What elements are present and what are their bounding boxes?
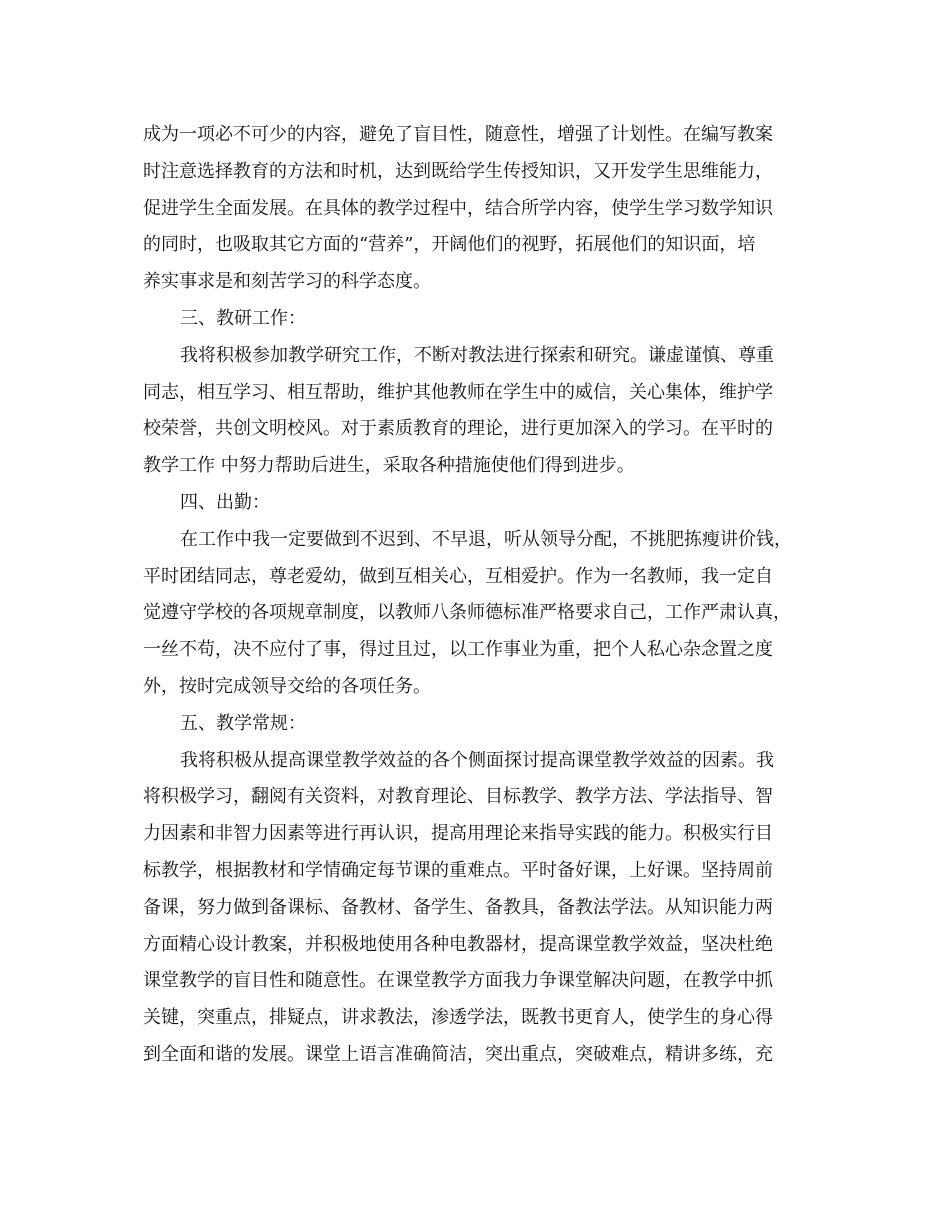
- paragraph-start-line: 在工作中我一定要做到不迟到、不早退，听从领导分配，不挑肥拣瘦讲价钱，: [180, 528, 792, 550]
- text-line: 校荣誉，共创文明校风。对于素质教育的理论，进行更加深入的学习。在平时的: [143, 418, 773, 440]
- text-line: 将积极学习，翻阅有关资料，对教育理论、目标教学、教学方法、学法指导、智: [143, 786, 773, 808]
- text-line: 觉遵守学校的各项规章制度，以教师八条师德标准严格要求自己，工作严肃认真，: [143, 602, 791, 624]
- document-body: [143, 117, 803, 1074]
- text-line: 的同时，也吸取其它方面的“营养”，开阔他们的视野，拓展他们的知识面，培: [143, 234, 756, 256]
- text-line: 外，按时完成领导交给的各项任务。: [143, 675, 431, 697]
- paragraph-start-line: 我将积极参加教学研究工作，不断对教法进行探索和研究。谦虚谨慎、尊重: [180, 344, 774, 366]
- text-line: 时注意选择教育的方法和时机，达到既给学生传授知识，又开发学生思维能力，: [143, 160, 773, 182]
- text-line: 备课，努力做到备课标、备教材、备学生、备教具，备教法学法。从知识能力两: [143, 896, 773, 918]
- paragraph-start-line: 我将积极从提高课堂教学效益的各个侧面探讨提高课堂教学效益的因素。我: [180, 749, 774, 771]
- text-line: 一丝不苟，决不应付了事，得过且过，以工作事业为重，把个人私心杂念置之度: [143, 639, 773, 661]
- text-line: 平时团结同志，尊老爱幼，做到互相关心，互相爱护。作为一名教师，我一定自: [143, 565, 773, 587]
- paragraph-start-line: 三、教研工作：: [180, 307, 306, 329]
- text-line: 关键，突重点，排疑点，讲求教法，渗透学法，既教书更育人，使学生的身心得: [143, 1007, 773, 1029]
- text-line: 到全面和谐的发展。课堂上语言准确简洁，突出重点，突破难点，精讲多练，充: [143, 1043, 773, 1065]
- paragraph-start-line: 四、出勤：: [180, 491, 270, 513]
- text-line: 方面精心设计教案，并积极地使用各种电教器材，提高课堂教学效益，坚决杜绝: [143, 933, 773, 955]
- text-line: 养实事求是和刻苦学习的科学态度。: [143, 271, 431, 293]
- text-line: 课堂教学的盲目性和随意性。在课堂教学方面我力争课堂解决问题，在教学中抓: [143, 970, 773, 992]
- text-line: 力因素和非智力因素等进行再认识，提高用理论来指导实践的能力。积极实行目: [143, 823, 773, 845]
- text-line: 促进学生全面发展。在具体的教学过程中，结合所学内容，使学生学习数学知识: [143, 197, 773, 219]
- text-line: 同志，相互学习、相互帮助，维护其他教师在学生中的威信，关心集体，维护学: [143, 381, 773, 403]
- text-line: 成为一项必不可少的内容，避免了盲目性，随意性，增强了计划性。在编写教案: [143, 124, 773, 145]
- paragraph-start-line: 五、教学常规：: [180, 712, 306, 734]
- text-line: 标教学，根据教材和学情确定每节课的重难点。平时备好课，上好课。坚持周前: [143, 859, 773, 881]
- text-line: 教学工作 中努力帮助后进生，采取各种措施使他们得到进步。: [143, 455, 635, 477]
